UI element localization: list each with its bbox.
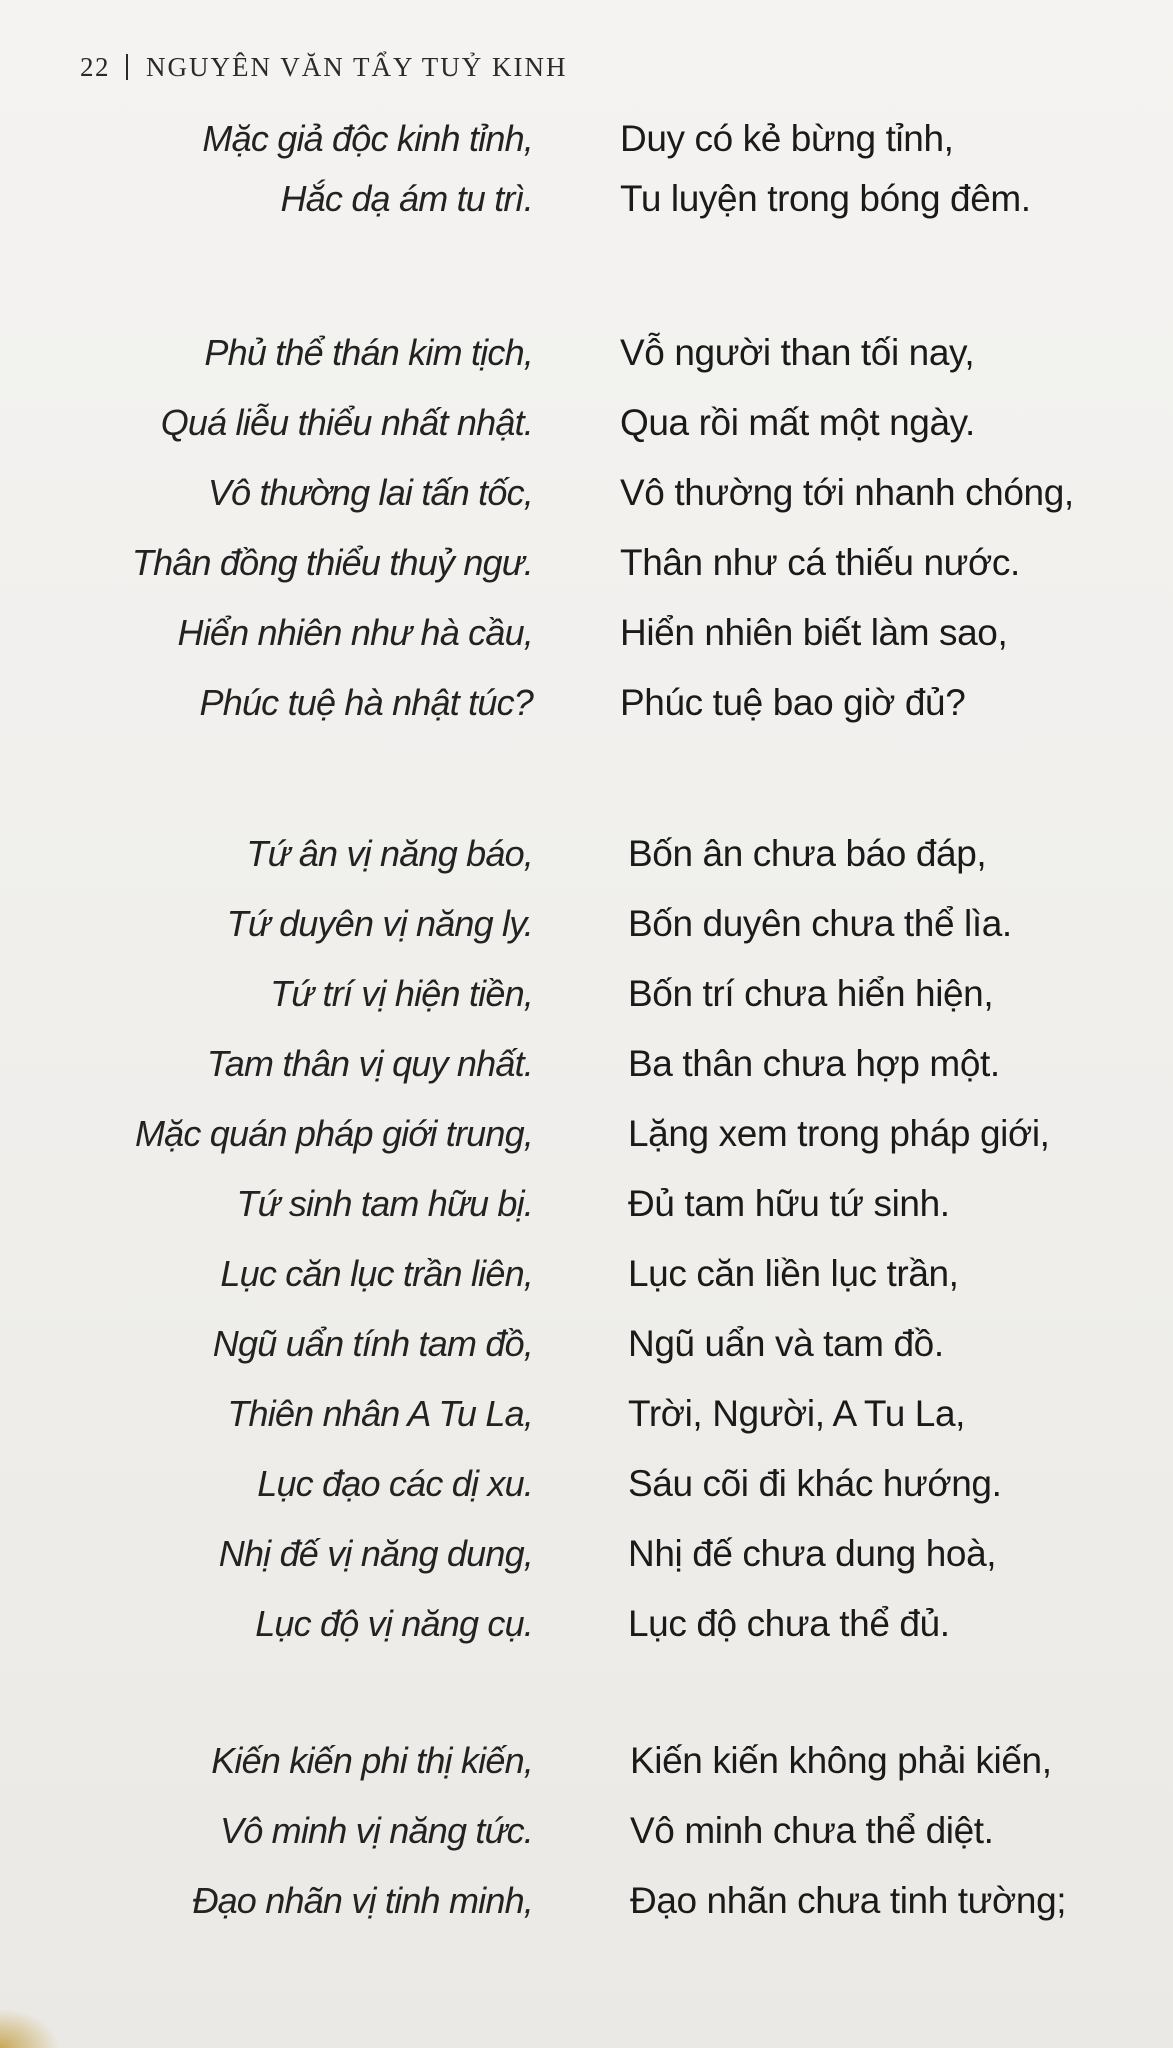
verse-original: Thiên nhân A Tu La, [227,1393,533,1434]
verse-line [0,178,1173,238]
verse-original: Tứ trí vị hiện tiền, [270,973,533,1014]
verse-original: Mặc giả độc kinh tỉnh, [202,118,533,159]
verse-original: Mặc quán pháp giới trung, [134,1113,533,1154]
verse-original: Hiển nhiên như hà cầu, [177,612,533,653]
verse-original: Ngũ uẩn tính tam đồ, [212,1323,533,1364]
verse-line [0,1740,1173,1800]
verse-original: Kiến kiến phi thị kiến, [211,1740,533,1781]
verse-original: Phúc tuệ hà nhật túc? [199,682,533,723]
verse-translation: Sáu cõi đi khác hướng. [628,1463,1002,1504]
verse-translation: Bốn duyên chưa thể lìa. [628,903,1012,944]
verse-original: Tứ duyên vị năng ly. [226,903,533,944]
verse-translation: Vô thường tới nhanh chóng, [620,472,1074,513]
verse-original: Quá liễu thiểu nhất nhật. [160,402,533,443]
verse-translation: Vô minh chưa thể diệt. [630,1810,994,1851]
verse-line [0,903,1173,963]
verse-line [0,542,1173,602]
verse-original: Lục căn lục trần liên, [220,1253,533,1294]
verse-original: Đạo nhãn vị tinh minh, [192,1880,533,1921]
page-corner-shadow [0,2008,60,2048]
verse-line [0,402,1173,462]
verse-translation: Ngũ uẩn và tam đồ. [628,1323,944,1364]
verse-original: Vô thường lai tấn tốc, [207,472,533,513]
verse-line [0,1393,1173,1453]
verse-translation: Qua rồi mất một ngày. [620,402,975,443]
verse-line [0,1533,1173,1593]
verse-translation: Kiến kiến không phải kiến, [630,1740,1052,1781]
verse-translation: Lặng xem trong pháp giới, [628,1113,1050,1154]
verse-line [0,1603,1173,1663]
verse-original: Thân đồng thiểu thuỷ ngư. [131,542,533,583]
verse-translation: Lục độ chưa thể đủ. [628,1603,950,1644]
verse-original: Phủ thể thán kim tịch, [204,332,533,373]
verse-line [0,1043,1173,1103]
verse-translation: Đạo nhãn chưa tinh tường; [630,1880,1067,1921]
verse-translation: Vỗ người than tối nay, [620,332,975,373]
verse-translation: Trời, Người, A Tu La, [628,1393,966,1434]
verse-line [0,1323,1173,1383]
verse-translation: Lục căn liền lục trần, [628,1253,959,1294]
book-title: NGUYÊN VĂN TẨY TUỶ KINH [146,52,568,82]
verse-line [0,833,1173,893]
verse-line [0,1113,1173,1173]
verse-translation: Hiển nhiên biết làm sao, [620,612,1008,653]
header-separator [126,54,128,80]
verse-line [0,332,1173,392]
verse-line [0,1463,1173,1523]
verse-line [0,1880,1173,1940]
verse-original: Vô minh vị năng tức. [220,1810,533,1851]
verse-original: Tam thân vị quy nhất. [206,1043,533,1084]
verse-translation: Tu luyện trong bóng đêm. [620,178,1031,219]
verse-original: Nhị đế vị năng dung, [218,1533,533,1574]
verse-line [0,472,1173,532]
verse-original: Tứ sinh tam hữu bị. [236,1183,533,1224]
verse-original: Lục độ vị năng cụ. [255,1603,533,1644]
page-number: 22 [80,52,110,82]
verse-line [0,973,1173,1033]
verse-translation: Bốn ân chưa báo đáp, [628,833,987,874]
page-header [80,52,567,83]
verse-original: Tứ ân vị năng báo, [246,833,533,874]
verse-translation: Nhị đế chưa dung hoà, [628,1533,997,1574]
verse-line [0,612,1173,672]
verse-line [0,1253,1173,1313]
verse-line [0,1183,1173,1243]
verse-original: Hắc dạ ám tu trì. [280,178,533,219]
verse-line [0,118,1173,178]
verse-translation: Ba thân chưa hợp một. [628,1043,1000,1084]
verse-translation: Phúc tuệ bao giờ đủ? [620,682,966,723]
verse-translation: Đủ tam hữu tứ sinh. [628,1183,950,1224]
verse-line [0,1810,1173,1870]
verse-translation: Duy có kẻ bừng tỉnh, [620,118,954,159]
verse-translation: Thân như cá thiếu nước. [620,542,1020,583]
verse-translation: Bốn trí chưa hiển hiện, [628,973,994,1014]
verse-original: Lục đạo các dị xu. [257,1463,533,1504]
verse-line [0,682,1173,742]
